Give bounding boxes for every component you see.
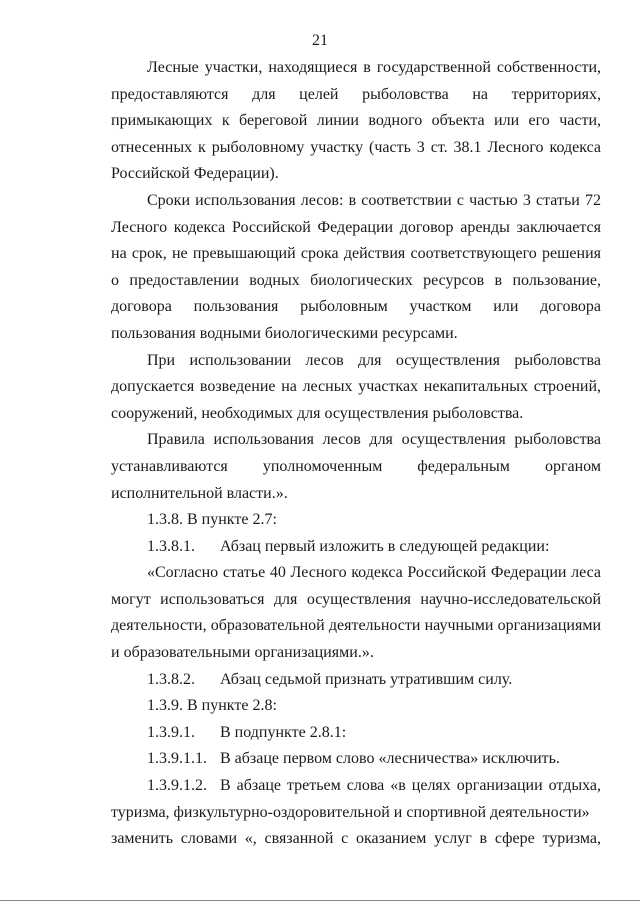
list-item: [111, 746, 601, 773]
document-body: [111, 55, 601, 853]
item-text: В абзаце первом слово «лесничества» исключить.: [220, 750, 560, 768]
item-text: В пункте 2.7:: [187, 511, 277, 529]
paragraph: «Согласно статье 40 Лесного кодекса Российской Федерации леса могут использоваться для осуществления научно-исследовательской деятельности, образовательной деятельности научными организациями и образовательными организациями.».: [111, 564, 601, 662]
item-text: В пункте 2.8:: [187, 697, 277, 715]
item-number: 1.3.8.1.: [147, 537, 195, 555]
item-number: 1.3.8.: [147, 511, 183, 529]
paragraph: заменить словами «, связанной с оказанием услуг в сфере туризма,: [111, 830, 601, 848]
list-item: [111, 534, 601, 561]
paragraph: Лесные участки, находящиеся в государственной собственности, предоставляются для целей рыболовства на территориях, примыкающих к береговой линии водного объекта или его части, отнесенных к рыболовному участку (часть 3 ст. 38.1 Лесного кодекса Российской Федерации).: [111, 59, 601, 183]
list-item: [111, 720, 601, 747]
item-text: Абзац седьмой признать утратившим силу.: [220, 670, 513, 688]
paragraph: Сроки использования лесов: в соответствии с частью 3 статьи 72 Лесного кодекса Российской Федерации договор аренды заключается на срок, не превышающий срока действия соответствующего решения о предоставлении водных биологических ресурсов в пользование, договора пользования рыболовным участком или договора пользования водными биологическими ресурсами.: [111, 191, 601, 342]
item-text: В подпункте 2.8.1:: [220, 723, 347, 741]
item-number: 1.3.9.1.: [147, 723, 195, 741]
item-text: В абзаце третьем слова «в целях организации отдыха, туризма, физкультурно-оздоровительной и спортивной деятельности»: [111, 777, 601, 821]
list-item: [111, 693, 601, 720]
page-number: 21: [312, 32, 328, 49]
list-item: [111, 773, 601, 826]
item-text: Абзац первый изложить в следующей редакции:: [220, 537, 550, 555]
item-number: 1.3.9.: [147, 697, 183, 715]
item-number: 1.3.9.1.1.: [147, 750, 207, 768]
item-number: 1.3.9.1.2.: [147, 777, 207, 795]
list-item: [111, 667, 601, 694]
paragraph: При использовании лесов для осуществления рыболовства допускается возведение на лесных участках некапитальных строений, сооружений, необходимых для осуществления рыболовства.: [111, 351, 601, 422]
paragraph: Правила использования лесов для осуществления рыболовства устанавливаются уполномоченным федеральным органом исполнительной власти.».: [111, 431, 601, 502]
list-item: [111, 507, 601, 534]
item-number: 1.3.8.2.: [147, 670, 195, 688]
bottom-edge-line: [0, 900, 640, 901]
